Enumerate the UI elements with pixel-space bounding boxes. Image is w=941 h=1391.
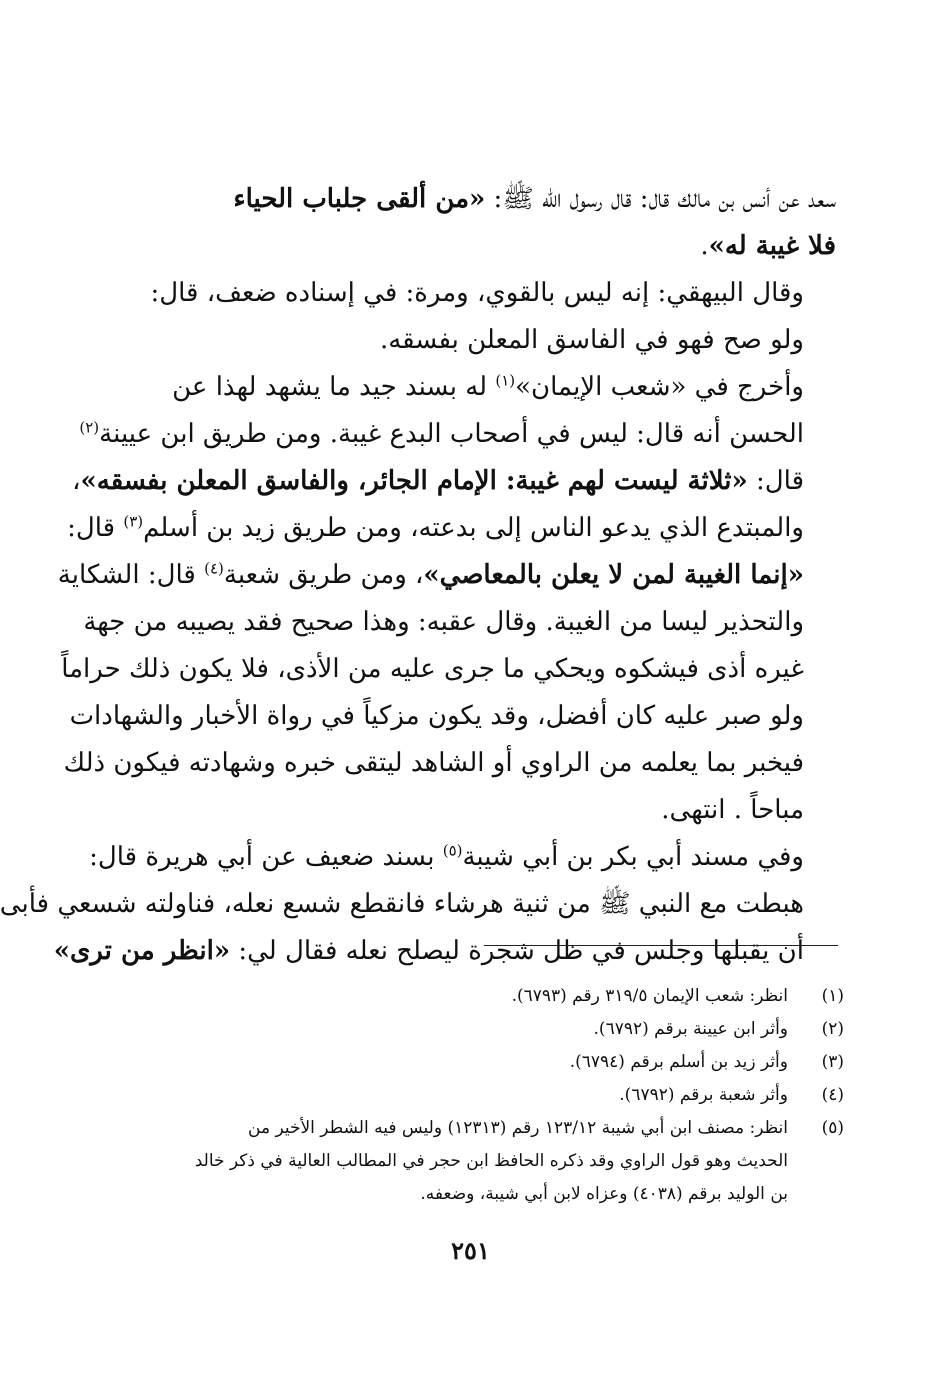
footnote <box>104 980 844 1013</box>
text-line: والتحذير ليسا من الغيبة. وقال عقبه: وهذا صحيح فقد يصيبه من جهة <box>83 607 804 637</box>
text-line: قال: «ثلاثة ليست لهم غيبة: الإمام الجائر، والفاسق المعلن بفسقه»، <box>72 466 804 496</box>
footnote <box>104 1046 844 1079</box>
text-line: أن يقبلها وجلس في ظل شجرة ليصلح نعله فقال لي: «انظر من ترى» <box>53 936 804 966</box>
text-line: فيخبر بما يعلمه من الراوي أو الشاهد ليتقى خبره وشهادته فيكون ذلك <box>63 748 804 778</box>
hadith-quote: «إنما الغيبة لمن لا يعلن بالمعاصي» <box>423 560 804 590</box>
footnote-text: انظر: مصنف ابن أبي شيبة ١٢٣/١٢ رقم (١٢٣١٣) وليس فيه الشطر الأخير من الحديث وهو قول الراوي وقد ذكره الحافظ ابن حجر في المطالب العالية في ذكر خالد بن الوليد برقم (٤٠٣٨) وعزاه لابن أبي شيبة، وضعفه. <box>194 1118 788 1204</box>
text-line: وأخرج في «شعب الإيمان»$^{(١)}$ له بسند جيد ما يشهد لهذا عن <box>172 371 804 402</box>
text-line: فلا غيبة له». <box>700 231 836 261</box>
footnote-text: وأثر ابن عيينة برقم (٦٧٩٢). <box>593 1019 788 1039</box>
text-line: ولو صح فهو في الفاسق المعلن بفسقه. <box>379 325 804 355</box>
footnote-ref: (٤) <box>204 559 224 578</box>
footnote-text: انظر: شعب الإيمان ٣١٩/٥ رقم (٦٧٩٣). <box>511 986 788 1006</box>
footnote-number: (١) <box>821 986 844 1006</box>
paragraph-4 <box>0 834 836 975</box>
footnote-number: (٢) <box>821 1019 844 1039</box>
text-line: ولو صبر عليه كان أفضل، وقد يكون مزكياً في رواة الأخبار والشهادات <box>69 701 804 731</box>
footnote <box>104 1013 844 1046</box>
footnote <box>104 1079 844 1112</box>
footnote-number: (٤) <box>821 1085 844 1105</box>
footnote-number: (٣) <box>821 1052 844 1072</box>
text-line: والمبتدع الذي يدعو الناس إلى بدعته، ومن طريق زيد بن أسلم$^{(٣)}$ قال: <box>67 512 804 543</box>
footnote-ref: (١) <box>495 371 516 390</box>
main-text <box>0 176 836 975</box>
footnote-ref: (٥) <box>442 841 463 860</box>
footnote-text: وأثر زيد بن أسلم برقم (٦٧٩٤). <box>569 1052 788 1072</box>
hadith-quote: «ثلاثة ليست لهم غيبة: الإمام الجائر، والفاسق المعلن بفسقه» <box>80 466 748 496</box>
footnotes <box>104 980 844 1211</box>
footnote-ref: (٢) <box>79 418 100 437</box>
text-line: هبطت مع النبي ﷺ من ثنية هرشاء فانقطع شسع نعله، فناولته شسعي فأبى <box>0 889 804 919</box>
hadith-quote: «من ألقى جلباب الحياء <box>233 184 486 214</box>
footnote-divider <box>484 945 838 946</box>
footnote-ref: (٣) <box>123 512 144 531</box>
hadith-quote: «انظر من ترى» <box>53 936 231 966</box>
text-line: غيره أذى فيشكوه ويحكي ما جرى عليه من الأذى، فلا يكون ذلك حراماً <box>61 654 804 684</box>
paragraph-1 <box>104 176 836 270</box>
text-line: وقال البيهقي: إنه ليس بالقوي، ومرة: في إسناده ضعف، قال: <box>150 278 804 308</box>
paragraph-2 <box>104 270 836 364</box>
footnote-text: وأثر شعبة برقم (٦٧٩٢). <box>619 1085 788 1105</box>
text-line: الحسن أنه قال: ليس في أصحاب البدع غيبة. ومن طريق ابن عيينة$^{(٢)}$ <box>79 418 804 449</box>
page-number: ٢٥١ <box>451 1236 490 1265</box>
hadith-quote: فلا غيبة له» <box>708 231 836 261</box>
text-line: مباحاً . انتهى. <box>661 795 804 825</box>
text-line: «إنما الغيبة لمن لا يعلن بالمعاصي»، ومن طريق شعبة$^{(٤)}$ قال: الشكاية <box>57 559 804 590</box>
text-line: سعد عن أنس بن مالك قال: قال رسول الله ﷺ: «من ألقى جلباب الحياء <box>233 184 836 214</box>
footnote-number: (٥) <box>821 1118 844 1138</box>
footnote <box>104 1112 844 1211</box>
paragraph-3 <box>57 364 836 834</box>
text-line: وفي مسند أبي بكر بن أبي شيبة$^{(٥)}$ بسند ضعيف عن أبي هريرة قال: <box>89 841 804 872</box>
